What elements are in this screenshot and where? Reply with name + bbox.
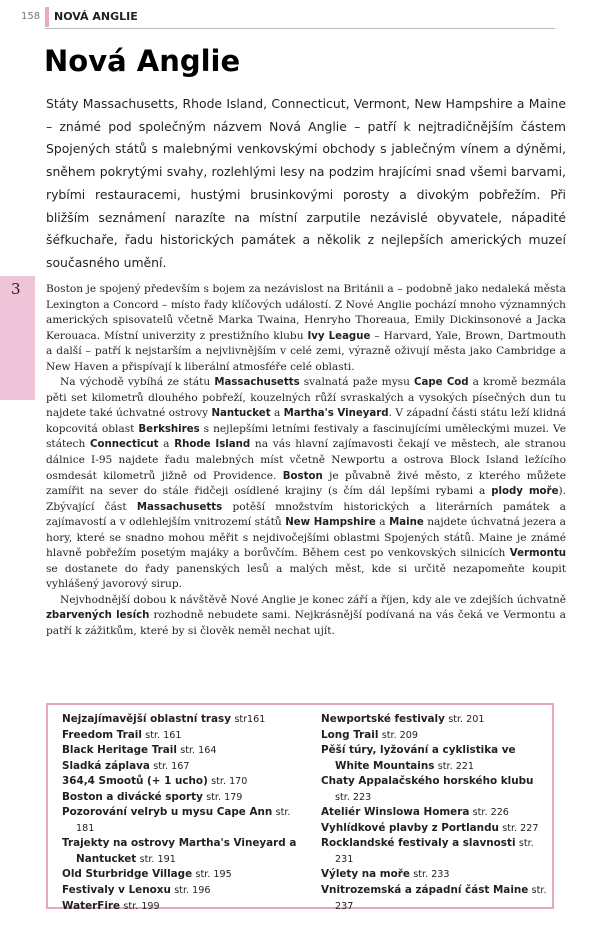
highlighted-term: zbarvených lesích [46, 610, 150, 622]
highlights-box [46, 703, 554, 912]
highlighted-term: Ivy League [307, 330, 371, 342]
highlighted-term: Nantucket [211, 408, 271, 420]
highlight-title: Vyhlídkové plavby z Portlandu [321, 821, 499, 834]
highlight-page-ref: str. 167 [153, 760, 190, 772]
text-run: Nejvhodnější dobou k návštěvě Nové Anglie je konec září a říjen, kdy ale ve zdejších úchvatně [60, 593, 566, 606]
highlights-column-left [62, 712, 308, 914]
highlight-title: Chaty Appalačského horského klubu [321, 775, 534, 788]
highlight-item [62, 712, 308, 728]
text-run: na vás hlavní zajímavosti čekají ve městech, ale stranou dálnice I-95 najdete řadu malebných míst včetně Newportu a ostrova Block Island ležícího osmdesát kilometrů jižně od Providence. [46, 438, 566, 482]
text-run: rozhodně nebudete sami. Nejkrásnější podívaná na vás čeká ve Vermontu a patří k zážitkům, které by si člověk neměl nechat ujít. [46, 609, 566, 638]
highlight-title: Nejzajímavější oblastní trasy [62, 713, 232, 725]
highlight-title: Boston a divácké sporty [62, 790, 203, 803]
highlight-page-ref: str. 226 [472, 807, 509, 819]
header-rule [45, 28, 555, 29]
highlight-item [321, 712, 551, 728]
chapter-tab [0, 276, 35, 400]
highlighted-term: Massachusetts [214, 377, 300, 389]
body-paragraph [46, 375, 566, 593]
highlight-page-ref: str. 161 [145, 729, 182, 741]
text-run: a [158, 438, 175, 451]
highlight-title: Vnitrozemská a západní část Maine [321, 884, 529, 897]
highlights-column-right [321, 712, 551, 914]
highlight-title: 364,4 Smootů (+ 1 ucho) [62, 775, 208, 788]
highlight-page-ref: str. 199 [123, 900, 160, 912]
highlighted-term: Cape Cod [414, 377, 469, 389]
text-run: . V západní části státu leží klidná kopcovitá oblast [46, 407, 566, 435]
highlight-title: Freedom Trail [62, 728, 142, 741]
body-paragraph [46, 593, 566, 640]
text-run: a [375, 516, 390, 529]
highlight-page-ref: str. 201 [448, 714, 485, 725]
highlight-title: Trajekty na ostrovy Martha's Vineyard a Nantucket [62, 837, 297, 865]
header-separator [45, 7, 49, 27]
highlight-item [321, 836, 551, 867]
highlighted-term: Berkshires [138, 423, 200, 435]
highlight-item [62, 899, 308, 915]
text-run: a kromě bezmála pěti set kilometrů dlouhého pobřeží, kouzelných růží svraskalých a vysokých písečných dun tu najdete také úchvatné ostrovy [46, 376, 566, 420]
highlight-page-ref: str. 196 [174, 885, 211, 897]
highlight-title: Newportské festivaly [321, 713, 445, 725]
highlight-item [321, 743, 551, 774]
highlighted-term: Vermontu [509, 548, 566, 560]
highlight-page-ref: str. 170 [211, 776, 248, 788]
highlight-page-ref: str. 195 [195, 869, 232, 881]
highlight-item [62, 728, 308, 744]
highlight-item [321, 774, 551, 805]
highlight-title: Festivaly v Lenoxu [62, 884, 171, 897]
highlighted-term: Rhode Island [174, 439, 251, 451]
highlight-item [62, 805, 308, 836]
running-head: NOVÁ ANGLIE [54, 10, 138, 23]
highlight-title: Pěší túry, lyžování a cyklistika ve White Mountains [321, 744, 516, 772]
highlighted-term: Boston [282, 470, 323, 482]
highlight-title: Rocklandské festivaly a slavnosti [321, 837, 516, 850]
highlight-item [321, 883, 551, 914]
highlight-item [321, 728, 551, 744]
highlight-page-ref: str. 164 [180, 745, 217, 757]
highlight-item [321, 821, 551, 837]
chapter-tab-number: 3 [11, 280, 21, 298]
highlighted-term: Connecticut [90, 439, 159, 451]
highlight-page-ref: str. 233 [413, 869, 450, 881]
highlight-title: Sladká záplava [62, 759, 150, 772]
page-number: 158 [21, 11, 41, 22]
highlight-title: Old Sturbridge Village [62, 868, 193, 881]
highlight-page-ref: str. 179 [206, 791, 243, 803]
highlight-page-ref: str. 237 [335, 885, 547, 912]
text-run: a [270, 407, 284, 420]
text-run: najdete úchvatná jezera a hory, které se snadno mohou měřit s nejdivočejšími oblastmi Spojených států. Maine je známé hlavně pobřežím posetým majáky a borůvčím. Během cest po venkovských silnicích [46, 516, 566, 560]
chapter-title: Nová Anglie [44, 44, 241, 78]
highlight-page-ref: str. 221 [437, 760, 474, 772]
highlight-item [321, 867, 551, 883]
highlight-title: Ateliér Winslowa Homera [321, 806, 470, 819]
text-run: svalnatá paže mysu [299, 376, 415, 389]
body-paragraph [46, 282, 566, 375]
highlight-item [62, 774, 308, 790]
highlight-item [321, 805, 551, 821]
highlight-title: WaterFire [62, 899, 121, 912]
text-run: ). Zbývající část [46, 485, 567, 513]
highlight-page-ref: str161 [234, 714, 266, 725]
highlighted-term: Martha's Vineyard [283, 408, 389, 420]
highlighted-term: Massachusetts [136, 501, 223, 513]
text-run: Na východě vybíhá ze státu [60, 376, 215, 389]
text-run: Boston je spojený především s bojem za nezávislost na Británii a – podobně jako nedaleká města Lexington a Concord – místo řady klíčových událostí. Z Nové Anglie pochází mnoho významných amerických spisovatelů včetně Marka Twaina, Henryho Thoreaua, Emily Dickinsonové a Jacka Kerouaca. Místní univerzity z prestižního klubu [46, 283, 566, 342]
text-run: – Harvard, Yale, Brown, Dartmouth a další – patří k nejstarším a nejvlivnějším v celé zemi, výrazně oživují města jako Cambridge a New Haven a přispívají k liberální atmosféře celé oblasti. [46, 329, 566, 373]
highlight-title: Long Trail [321, 728, 379, 741]
text-run: se dostanete do řady panenských lesů a malých měst, kde si určitě nezapomeňte koupit vyhlášený javorový sirup. [46, 562, 566, 591]
text-run: potěší množstvím historických a literárních památek a zajímavostí a v odlehlejším vnitrozemí států [46, 500, 566, 529]
highlight-page-ref: str. 223 [335, 791, 372, 803]
highlight-title: Výlety na moře [321, 868, 410, 881]
highlight-page-ref: str. 181 [76, 807, 291, 834]
highlight-item [62, 883, 308, 899]
highlighted-term: Maine [389, 517, 424, 529]
highlight-item [62, 867, 308, 883]
highlight-item [62, 743, 308, 759]
highlighted-term: New Hampshire [285, 517, 376, 529]
highlight-item [62, 759, 308, 775]
highlighted-term: plody moře [491, 486, 559, 498]
highlight-item [62, 836, 308, 867]
highlight-title: Pozorování velryb u mysu Cape Ann [62, 806, 273, 819]
intro-paragraph: Státy Massachusetts, Rhode Island, Connecticut, Vermont, New Hampshire a Maine – známé pod společným názvem Nová Anglie – patří k nejtradičnějším částem Spojených států s malebnými venkovskými obchody s jablečným vínem a dýněmi, sněhem pokrytými svahy, rozlehlými lesy na podzim hrajícími snad všemi barvami, rybími restauracemi, hustými brusinkovými porosty a divokým pobřežím. Při bližším seznámení narazíte na místní zarputile nezávislé obyvatele, nápadité šéfkuchaře, řadu historických památek a několik z nejlepších amerických muzeí současného umění. [46, 96, 566, 270]
highlight-title: Black Heritage Trail [62, 744, 177, 757]
highlight-page-ref: str. 191 [139, 853, 176, 865]
body-text [46, 282, 566, 640]
text-run: je půvabně živé město, z kterého můžete zamířit na sever do stále řidčeji osídlené krajiny (s čím dál lepšími rybami a [46, 469, 566, 498]
highlight-item [62, 790, 308, 806]
text-run: s nejlepšími letními festivaly a fascinujícími uměleckými muzei. Ve státech [46, 422, 566, 451]
highlight-page-ref: str. 231 [335, 838, 534, 865]
highlight-page-ref: str. 227 [502, 822, 539, 834]
highlight-page-ref: str. 209 [381, 729, 418, 741]
